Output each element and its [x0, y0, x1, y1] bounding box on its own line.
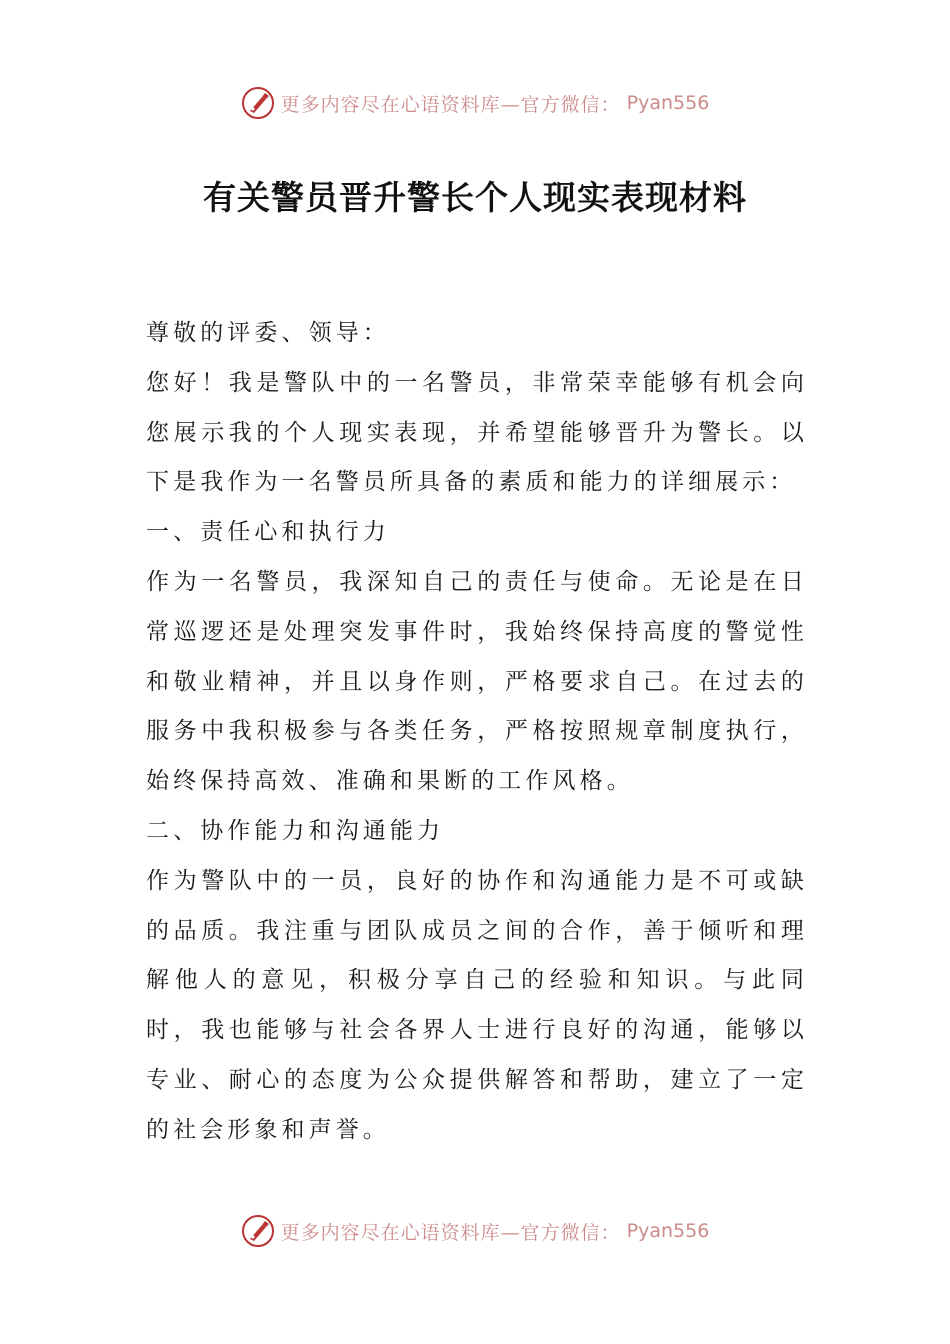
watermark-group [241, 1214, 710, 1248]
footer-watermark [0, 1211, 950, 1251]
watermark-text: 更多内容尽在心语资料库—官方微信： [280, 93, 621, 116]
responsibility-paragraph: 作为一名警员，我深知自己的责任与使命。无论是在日常巡逻还是处理突发事件时，我始终保持高度的警觉性和敬业精神，并且以身作则，严格要求自己。在过去的服务中我积极参与各类任务，严格按照规章制度执行，始终保持高效、准确和果断的工作风格。 [146, 568, 808, 795]
document-title: 有关警员晋升警长个人现实表现材料 [203, 178, 747, 217]
document-body [146, 309, 808, 1156]
section-heading-cooperation: 二、协作能力和沟通能力 [146, 817, 445, 844]
intro-paragraph: 您好！我是警队中的一名警员，非常荣幸能够有机会向您展示我的个人现实表现，并希望能够晋升为警长。以下是我作为一名警员所具备的素质和能力的详细展示： [146, 369, 808, 496]
pen-nib-logo-icon [241, 86, 275, 120]
header-watermark [0, 83, 950, 123]
watermark-wechat-id: Pyan556 [626, 1220, 710, 1242]
salutation: 尊敬的评委、领导： [146, 320, 390, 346]
pen-nib-logo-icon [241, 1214, 275, 1248]
cooperation-paragraph: 作为警队中的一员，良好的协作和沟通能力是不可或缺的品质。我注重与团队成员之间的合作，善于倾听和理解他人的意见，积极分享自己的经验和知识。与此同时，我也能够与社会各界人士进行良好的沟通，能够以专业、耐心的态度为公众提供解答和帮助，建立了一定的社会形象和声誉。 [146, 867, 808, 1143]
watermark-wechat-id: Pyan556 [626, 92, 710, 114]
watermark-text: 更多内容尽在心语资料库—官方微信： [280, 1221, 621, 1244]
watermark-group [241, 86, 710, 120]
section-heading-responsibility: 一、责任心和执行力 [146, 519, 390, 546]
